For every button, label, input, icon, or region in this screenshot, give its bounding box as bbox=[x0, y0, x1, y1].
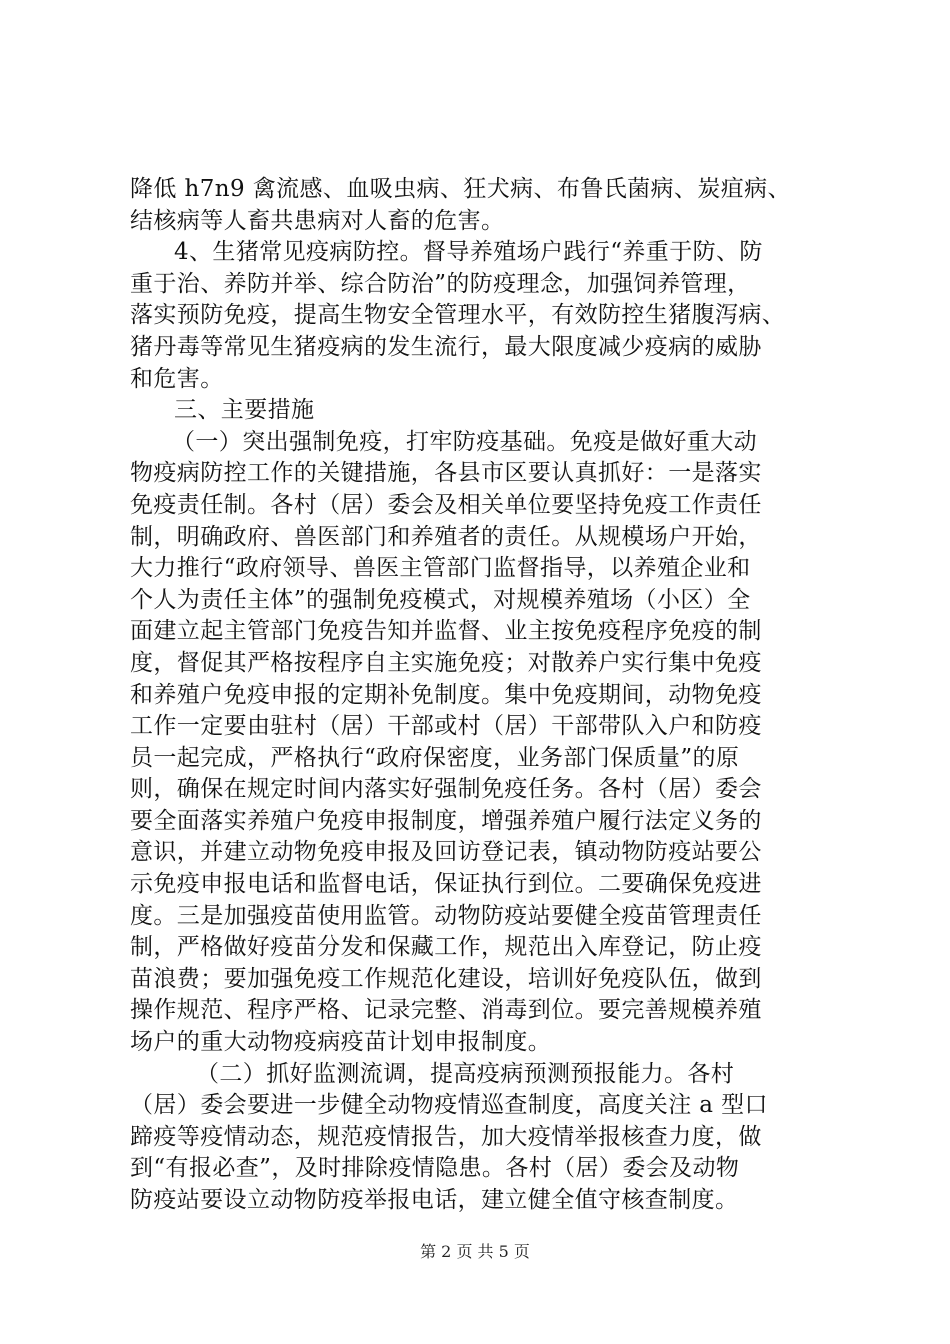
body-line: 蹄疫等疫情动态，规范疫情报告，加大疫情举报核查力度，做 bbox=[130, 1123, 762, 1150]
body-line: 个人为责任主体”的强制免疫模式，对规模养殖场（小区）全 bbox=[130, 586, 751, 613]
body-line: 免疫责任制。各村（居）委会及相关单位要坚持免疫工作责任 bbox=[130, 491, 762, 518]
body-line: 则，确保在规定时间内落实好强制免疫任务。各村（居）委会 bbox=[130, 776, 762, 803]
body-line: 大力推行“政府领导、兽医主管部门监督指导，以养殖企业和 bbox=[130, 555, 751, 582]
document-body bbox=[130, 174, 842, 1217]
body-line: 场户的重大动物疫病疫苗计划申报制度。 bbox=[130, 1029, 552, 1056]
body-line: 度，督促其严格按程序自主实施免疫；对散养户实行集中免疫 bbox=[130, 649, 762, 676]
body-line: 猪丹毒等常见生猪疫病的发生流行，最大限度减少疫病的威胁 bbox=[130, 333, 762, 360]
body-line: 和养殖户免疫申报的定期补免制度。集中免疫期间，动物免疫 bbox=[130, 681, 762, 708]
body-line: 到“有报必查”，及时排除疫情隐患。各村（居）委会及动物 bbox=[130, 1155, 740, 1182]
subsection-2-heading-line: （二）抓好监测流调，提高疫病预测预报能力。各村 bbox=[196, 1060, 735, 1087]
page-number-footer: 第 2 页 共 5 页 bbox=[420, 1242, 530, 1261]
subsection-1-heading-line: （一）突出强制免疫，打牢防疫基础。免疫是做好重大动 bbox=[172, 428, 757, 455]
body-line: 员一起完成，严格执行“政府保密度，业务部门保质量”的原 bbox=[130, 744, 740, 771]
section-4-heading-line: 4、生猪常见疫病防控。督导养殖场户践行“养重于防、防 bbox=[174, 239, 763, 266]
section-heading-main-measures: 三、主要措施 bbox=[174, 397, 315, 424]
body-line: 面建立起主管部门免疫告知并监督、业主按免疫程序免疫的制 bbox=[130, 618, 762, 645]
body-line: 和危害。 bbox=[130, 365, 224, 392]
body-line: 结核病等人畜共患病对人畜的危害。 bbox=[130, 207, 505, 234]
body-line: 重于治、养防并举、综合防治”的防疫理念，加强饲养管理， bbox=[130, 270, 751, 297]
body-line: 落实预防免疫，提高生物安全管理水平，有效防控生猪腹泻病、 bbox=[130, 302, 786, 329]
body-line: 意识，并建立动物免疫申报及回访登记表，镇动物防疫站要公 bbox=[130, 839, 762, 866]
body-line: 制，明确政府、兽医部门和养殖者的责任。从规模场户开始， bbox=[130, 523, 762, 550]
body-line: 示免疫申报电话和监督电话，保证执行到位。二要确保免疫进 bbox=[130, 871, 762, 898]
body-line: 制，严格做好疫苗分发和保藏工作，规范出入库登记，防止疫 bbox=[130, 934, 762, 961]
body-line: 度。三是加强疫苗使用监管。动物防疫站要健全疫苗管理责任 bbox=[130, 902, 762, 929]
body-line: 降低 h7n9 禽流感、血吸虫病、狂犬病、布鲁氏菌病、炭疽病、 bbox=[130, 176, 791, 202]
body-line: 防疫站要设立动物防疫举报电话，建立健全值守核查制度。 bbox=[130, 1187, 739, 1213]
body-line: 苗浪费；要加强免疫工作规范化建设，培训好免疫队伍，做到 bbox=[130, 965, 762, 992]
body-line: 操作规范、程序严格、记录完整、消毒到位。要完善规模养殖 bbox=[130, 997, 762, 1024]
body-line: 工作一定要由驻村（居）干部或村（居）干部带队入户和防疫 bbox=[130, 713, 762, 740]
body-line: 物疫病防控工作的关键措施，各县市区要认真抓好：一是落实 bbox=[130, 460, 762, 487]
body-line: （居）委会要进一步健全动物疫情巡查制度，高度关注 a 型口 bbox=[130, 1092, 768, 1119]
body-line: 要全面落实养殖户免疫申报制度，增强养殖户履行法定义务的 bbox=[130, 807, 762, 834]
